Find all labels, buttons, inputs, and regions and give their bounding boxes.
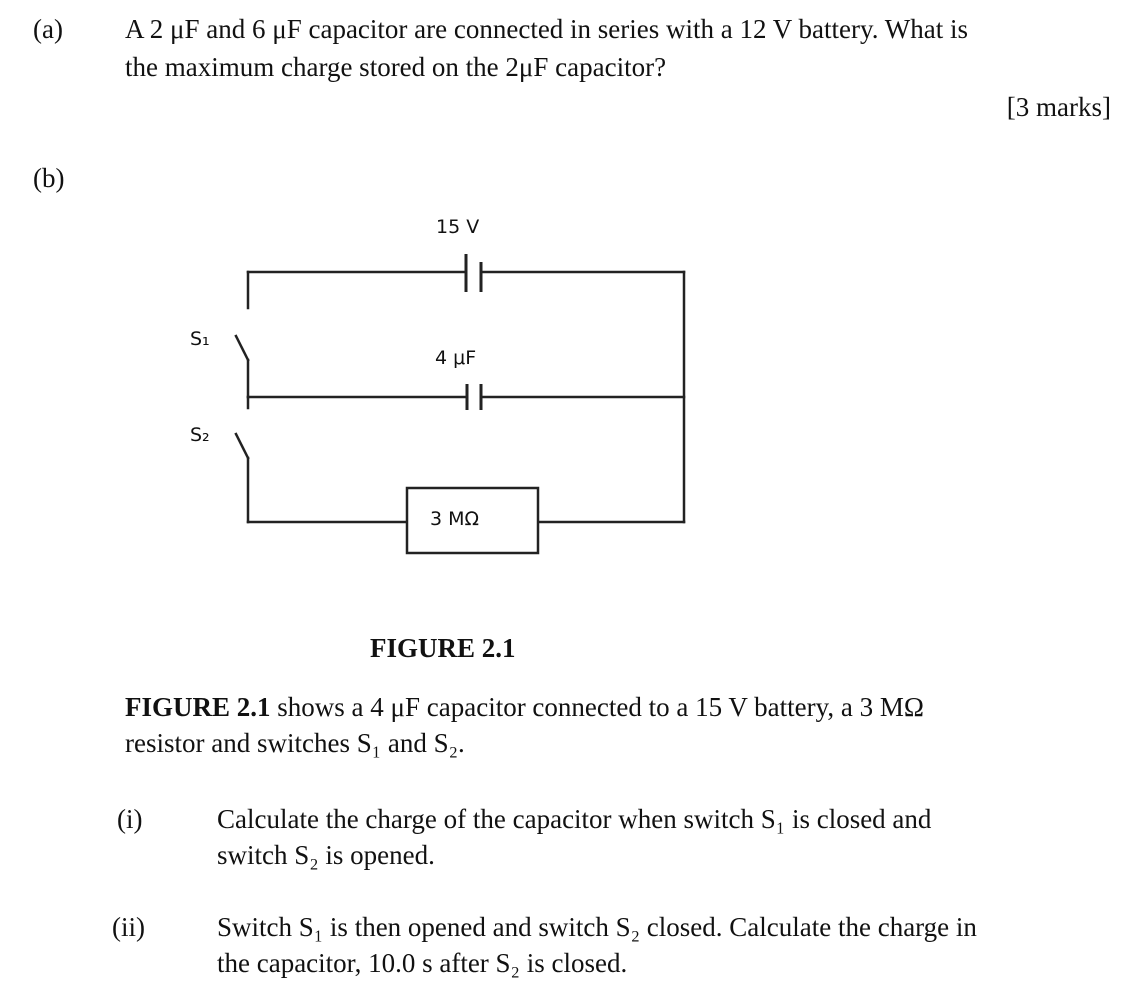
figure-reference: FIGURE 2.1 <box>125 692 271 722</box>
part-b-label: (b) <box>33 163 65 193</box>
battery-symbol <box>466 254 481 292</box>
switch-s1-label: S₁ <box>190 328 210 350</box>
resistor-label: 3 MΩ <box>430 508 480 530</box>
sub-question-ii-line2: the capacitor, 10.0 s after S₂ is closed. <box>217 948 628 978</box>
sub-question-ii-label: (ii) <box>112 912 145 942</box>
part-a-marks: [3 marks] <box>1006 92 1111 122</box>
description-text: shows a 4 μF capacitor connected to a 15 V battery, a 3 MΩ <box>270 692 924 722</box>
sub-question-i-label: (i) <box>117 804 143 834</box>
figure-caption: FIGURE 2.1 <box>370 633 516 663</box>
part-a-question-line1: A 2 μF and 6 μF capacitor are connected in series with a 12 V battery. What is <box>125 14 968 44</box>
capacitor-symbol <box>467 384 481 410</box>
sub-question-ii-line1: Switch S₁ is then opened and switch S₂ closed. Calculate the charge in <box>217 912 977 942</box>
part-a-question-line2: the maximum charge stored on the 2μF capacitor? <box>125 52 667 82</box>
switch-s2-label: S₂ <box>190 424 210 446</box>
battery-label: 15 V <box>436 216 480 238</box>
sub-question-i-line1: Calculate the charge of the capacitor when switch S₁ is closed and <box>217 804 932 834</box>
part-a-label: (a) <box>33 14 63 44</box>
sub-question-i-line2: switch S₂ is opened. <box>217 840 435 870</box>
part-b-description-line2: resistor and switches S₁ and S₂. <box>125 728 465 758</box>
part-b-description-line1 <box>125 690 924 725</box>
capacitor-label: 4 μF <box>435 347 477 369</box>
